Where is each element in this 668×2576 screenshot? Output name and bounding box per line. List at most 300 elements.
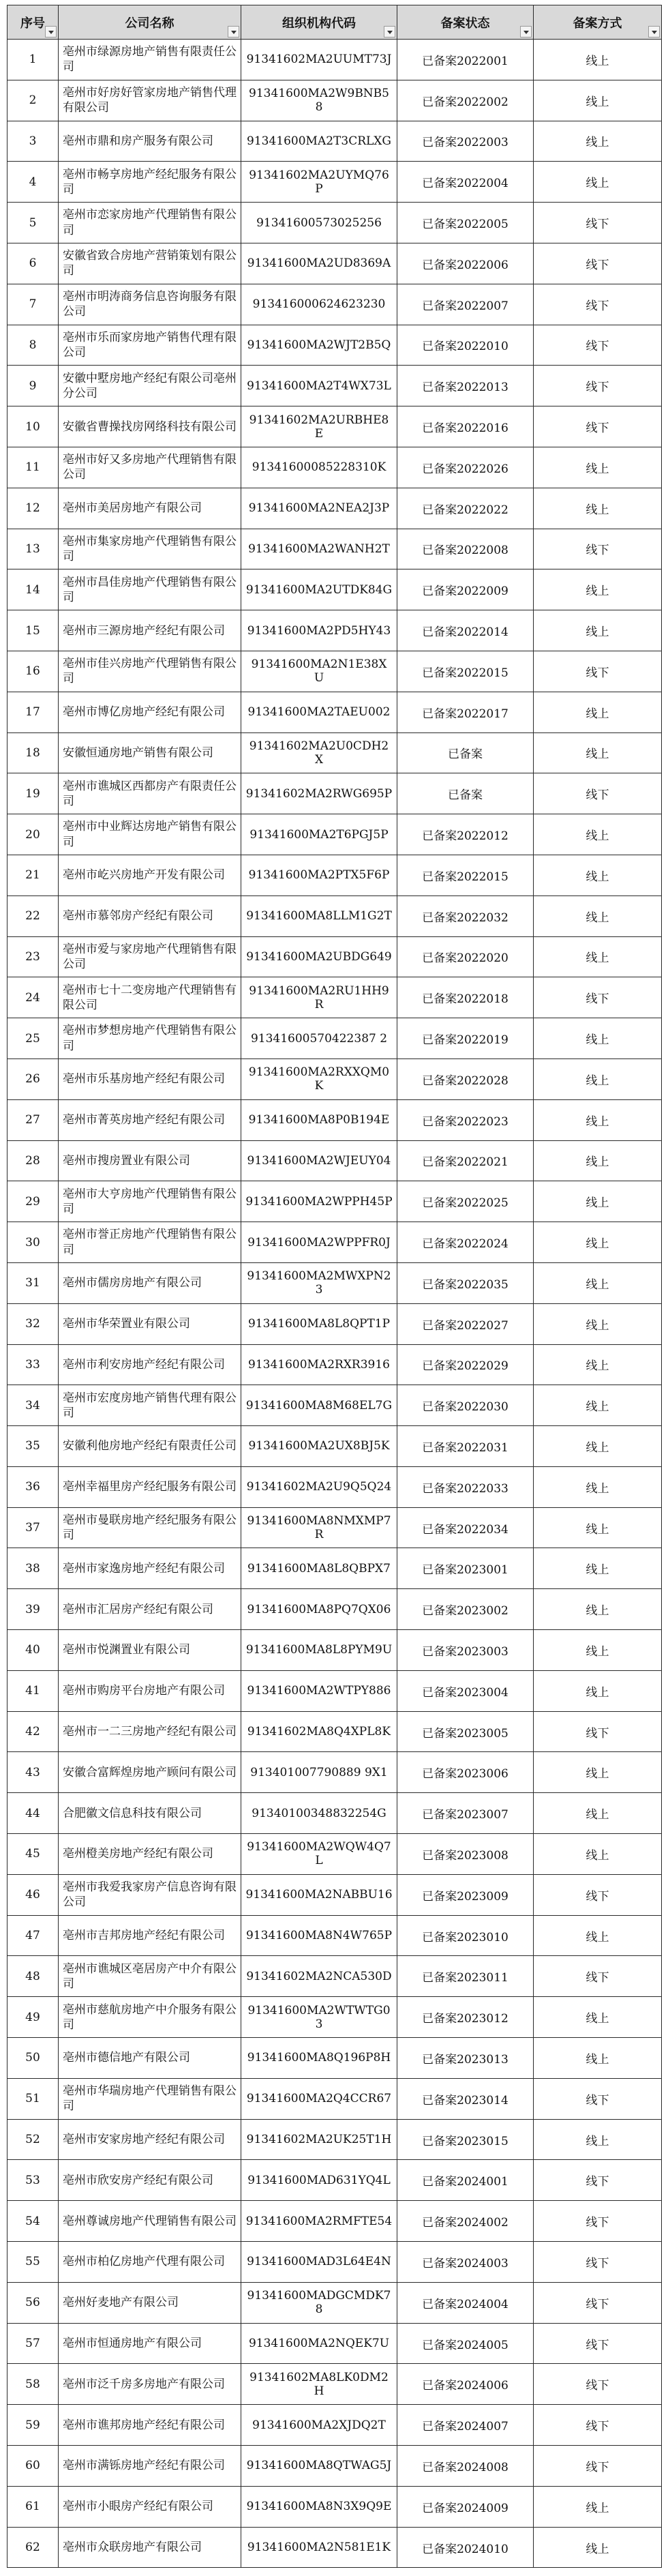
cell-status[interactable]: 已备案2022014 [397, 610, 534, 651]
cell-company-name[interactable]: 亳州市慈航房地产中介服务有限公司 [59, 1997, 241, 2038]
cell-index[interactable]: 62 [7, 2527, 59, 2568]
cell-method[interactable]: 线上 [534, 1630, 662, 1671]
cell-company-name[interactable]: 亳州市誉正房地产代理销售有限公司 [59, 1222, 241, 1263]
cell-company-name[interactable]: 亳州橙美房地产经纪有限公司 [59, 1834, 241, 1875]
cell-company-name[interactable]: 亳州市好又多房地产代理销售有限公司 [59, 447, 241, 488]
cell-method[interactable]: 线下 [534, 2242, 662, 2283]
cell-method[interactable]: 线上 [534, 488, 662, 529]
cell-status[interactable]: 已备案2024001 [397, 2160, 534, 2201]
cell-org-code[interactable]: 91341602MA8LK0DM2H [241, 2364, 397, 2405]
cell-company-name[interactable]: 亳州市慕邻房产经纪有限公司 [59, 895, 241, 936]
cell-status[interactable]: 已备案2022009 [397, 569, 534, 610]
cell-company-name[interactable]: 安徽利他房地产经纪有限责任公司 [59, 1426, 241, 1467]
cell-company-name[interactable]: 亳州市鼎和房产服务有限公司 [59, 121, 241, 162]
cell-status[interactable]: 已备案2022031 [397, 1426, 534, 1467]
cell-method[interactable]: 线上 [534, 1262, 662, 1303]
cell-org-code[interactable]: 91341600573025256 [241, 203, 397, 243]
cell-org-code[interactable]: 91341600MA2WQW4Q7L [241, 1834, 397, 1875]
cell-status[interactable]: 已备案2023012 [397, 1997, 534, 2038]
cell-method[interactable]: 线下 [534, 2201, 662, 2242]
cell-index[interactable]: 41 [7, 1670, 59, 1711]
cell-company-name[interactable]: 亳州市悦渊置业有限公司 [59, 1630, 241, 1671]
cell-index[interactable]: 22 [7, 895, 59, 936]
cell-index[interactable]: 10 [7, 406, 59, 447]
cell-method[interactable]: 线上 [534, 1997, 662, 2038]
cell-company-name[interactable]: 亳州幸福里房产经纪服务有限公司 [59, 1466, 241, 1507]
cell-index[interactable]: 9 [7, 366, 59, 406]
cell-company-name[interactable]: 亳州市我爱我家房产信息咨询有限公司 [59, 1874, 241, 1915]
cell-company-name[interactable]: 亳州市儒房房地产有限公司 [59, 1262, 241, 1303]
cell-org-code[interactable]: 91341600MA2PD5HY43 [241, 610, 397, 651]
cell-org-code[interactable]: 91341602MA8Q4XPL8K [241, 1711, 397, 1752]
cell-index[interactable]: 37 [7, 1507, 59, 1548]
cell-index[interactable]: 34 [7, 1385, 59, 1426]
cell-method[interactable]: 线上 [534, 2038, 662, 2079]
cell-method[interactable]: 线上 [534, 1834, 662, 1875]
cell-index[interactable]: 2 [7, 80, 59, 121]
cell-status[interactable]: 已备案2024005 [397, 2323, 534, 2364]
cell-method[interactable]: 线下 [534, 284, 662, 325]
cell-method[interactable]: 线上 [534, 1303, 662, 1344]
cell-index[interactable]: 12 [7, 488, 59, 529]
cell-company-name[interactable]: 亳州市恋家房地产代理销售有限公司 [59, 203, 241, 243]
cell-method[interactable]: 线上 [534, 1140, 662, 1181]
cell-index[interactable]: 27 [7, 1099, 59, 1140]
cell-org-code[interactable]: 91341600MA2NABBU16 [241, 1874, 397, 1915]
cell-org-code[interactable]: 913416000624623230 [241, 284, 397, 325]
cell-method[interactable]: 线上 [534, 1793, 662, 1834]
cell-company-name[interactable]: 亳州市大亨房地产代理销售有限公司 [59, 1181, 241, 1222]
cell-company-name[interactable]: 亳州市谯城区西都房产有限责任公司 [59, 773, 241, 814]
cell-company-name[interactable]: 亳州市德信地产有限公司 [59, 2038, 241, 2079]
cell-index[interactable]: 15 [7, 610, 59, 651]
cell-method[interactable]: 线上 [534, 1426, 662, 1467]
cell-index[interactable]: 19 [7, 773, 59, 814]
cell-status[interactable]: 已备案2022025 [397, 1181, 534, 1222]
cell-status[interactable]: 已备案2022015 [397, 651, 534, 692]
cell-company-name[interactable]: 亳州市小眼房产经纪有限公司 [59, 2486, 241, 2527]
cell-status[interactable]: 已备案2023007 [397, 1793, 534, 1834]
cell-index[interactable]: 4 [7, 162, 59, 203]
cell-method[interactable]: 线下 [534, 2364, 662, 2405]
cell-company-name[interactable]: 合肥徽文信息科技有限公司 [59, 1793, 241, 1834]
cell-index[interactable]: 56 [7, 2282, 59, 2323]
cell-index[interactable]: 43 [7, 1752, 59, 1793]
cell-method[interactable]: 线下 [534, 529, 662, 569]
cell-status[interactable]: 已备案2023001 [397, 1548, 534, 1589]
cell-status[interactable]: 已备案2022013 [397, 366, 534, 406]
cell-index[interactable]: 3 [7, 121, 59, 162]
cell-org-code[interactable]: 91341600MA8L8PYM9U [241, 1630, 397, 1671]
cell-org-code[interactable]: 91341600MA8Q196P8H [241, 2038, 397, 2079]
cell-status[interactable]: 已备案2023003 [397, 1630, 534, 1671]
filter-dropdown-icon[interactable] [228, 26, 239, 38]
cell-company-name[interactable]: 亳州市华瑞房地产代理销售有限公司 [59, 2078, 241, 2119]
cell-method[interactable]: 线上 [534, 447, 662, 488]
cell-method[interactable]: 线上 [534, 1222, 662, 1263]
cell-index[interactable]: 57 [7, 2323, 59, 2364]
cell-org-code[interactable]: 91341600MA2T3CRLXG [241, 121, 397, 162]
cell-company-name[interactable]: 亳州市博亿房地产经纪有限公司 [59, 692, 241, 732]
cell-org-code[interactable]: 91341602MA2URBHE8E [241, 406, 397, 447]
cell-company-name[interactable]: 亳州市安家房地产经纪有限公司 [59, 2119, 241, 2160]
cell-index[interactable]: 6 [7, 243, 59, 284]
cell-company-name[interactable]: 亳州市好房好管家房地产销售代理有限公司 [59, 80, 241, 121]
cell-index[interactable]: 24 [7, 977, 59, 1018]
cell-index[interactable]: 25 [7, 1018, 59, 1059]
filter-dropdown-icon[interactable] [648, 26, 660, 38]
cell-company-name[interactable]: 亳州市恒通房地产有限公司 [59, 2323, 241, 2364]
cell-index[interactable]: 39 [7, 1589, 59, 1630]
cell-org-code[interactable]: 91341600MA2W9BNB58 [241, 80, 397, 121]
cell-company-name[interactable]: 亳州市爱与家房地产代理销售有限公司 [59, 936, 241, 977]
cell-method[interactable]: 线上 [534, 2119, 662, 2160]
cell-org-code[interactable]: 91341600MADGCMDK78 [241, 2282, 397, 2323]
cell-company-name[interactable]: 亳州市梦想房地产代理销售有限公司 [59, 1018, 241, 1059]
cell-org-code[interactable]: 91341600MA2RXXQM0K [241, 1058, 397, 1099]
cell-method[interactable]: 线上 [534, 1752, 662, 1793]
cell-index[interactable]: 49 [7, 1997, 59, 2038]
cell-index[interactable]: 13 [7, 529, 59, 569]
cell-company-name[interactable]: 亳州市美居房地产有限公司 [59, 488, 241, 529]
cell-org-code[interactable]: 91341600MA2N1E38X U [241, 651, 397, 692]
cell-company-name[interactable]: 亳州市购房平台房地产有限公司 [59, 1670, 241, 1711]
cell-company-name[interactable]: 安徽恒通房地产销售有限公司 [59, 732, 241, 773]
cell-index[interactable]: 58 [7, 2364, 59, 2405]
cell-company-name[interactable]: 亳州市谯城区亳居房产中介有限公司 [59, 1956, 241, 1997]
cell-status[interactable]: 已备案2022012 [397, 814, 534, 855]
cell-org-code[interactable]: 91341600MA2UX8BJ5K [241, 1426, 397, 1467]
cell-status[interactable]: 已备案2022028 [397, 1058, 534, 1099]
cell-method[interactable]: 线下 [534, 366, 662, 406]
cell-index[interactable]: 36 [7, 1466, 59, 1507]
cell-index[interactable]: 35 [7, 1426, 59, 1467]
cell-company-name[interactable]: 亳州市家逸房地产经纪有限公司 [59, 1548, 241, 1589]
cell-status[interactable]: 已备案2022003 [397, 121, 534, 162]
cell-company-name[interactable]: 亳州市乐基房地产经纪有限公司 [59, 1058, 241, 1099]
cell-status[interactable]: 已备案2022021 [397, 1140, 534, 1181]
cell-org-code[interactable]: 91341600MAD631YQ4L [241, 2160, 397, 2201]
cell-status[interactable]: 已备案2022034 [397, 1507, 534, 1548]
cell-org-code[interactable]: 91341600MA2MWXPN23 [241, 1262, 397, 1303]
cell-index[interactable]: 16 [7, 651, 59, 692]
cell-method[interactable]: 线上 [534, 569, 662, 610]
cell-status[interactable]: 已备案2022001 [397, 40, 534, 80]
cell-org-code[interactable]: 91341600MA2T6PGJ5P [241, 814, 397, 855]
cell-org-code[interactable]: 91340100348832254G [241, 1793, 397, 1834]
cell-org-code[interactable]: 91341600MA8L8QPT1P [241, 1303, 397, 1344]
cell-index[interactable]: 11 [7, 447, 59, 488]
cell-org-code[interactable]: 91341602MA2UK25T1H [241, 2119, 397, 2160]
cell-index[interactable]: 53 [7, 2160, 59, 2201]
cell-status[interactable]: 已备案2022006 [397, 243, 534, 284]
cell-org-code[interactable]: 91341600MAD3L64E4N [241, 2242, 397, 2283]
cell-status[interactable]: 已备案2022008 [397, 529, 534, 569]
cell-company-name[interactable]: 亳州市柏亿房地产代理有限公司 [59, 2242, 241, 2283]
cell-org-code[interactable]: 91341600MA8PQ7QX06 [241, 1589, 397, 1630]
cell-org-code[interactable]: 91341600MA8LLM1G2T [241, 895, 397, 936]
cell-status[interactable]: 已备案2022030 [397, 1385, 534, 1426]
cell-method[interactable]: 线上 [534, 121, 662, 162]
cell-index[interactable]: 31 [7, 1262, 59, 1303]
cell-method[interactable]: 线下 [534, 2323, 662, 2364]
cell-org-code[interactable]: 91341600MA2N581E1K [241, 2527, 397, 2568]
cell-method[interactable]: 线上 [534, 1548, 662, 1589]
cell-company-name[interactable]: 亳州市乐而家房地产销售代理有限公司 [59, 325, 241, 366]
cell-org-code[interactable]: 91341600570422387 2 [241, 1018, 397, 1059]
filter-dropdown-icon[interactable] [45, 26, 57, 38]
cell-org-code[interactable]: 91341600MA2XJDQ2T [241, 2405, 397, 2446]
cell-index[interactable]: 42 [7, 1711, 59, 1752]
cell-company-name[interactable]: 亳州市利安房地产经纪有限公司 [59, 1344, 241, 1385]
cell-method[interactable]: 线下 [534, 2405, 662, 2446]
cell-status[interactable]: 已备案2023010 [397, 1915, 534, 1956]
cell-org-code[interactable]: 91341600MA2WTWTG03 [241, 1997, 397, 2038]
cell-status[interactable]: 已备案2023015 [397, 2119, 534, 2160]
cell-company-name[interactable]: 亳州市畅享房地产经纪服务有限公司 [59, 162, 241, 203]
cell-index[interactable]: 61 [7, 2486, 59, 2527]
cell-company-name[interactable]: 亳州市华荣置业有限公司 [59, 1303, 241, 1344]
cell-status[interactable]: 已备案2022026 [397, 447, 534, 488]
cell-company-name[interactable]: 安徽省致合房地产营销策划有限公司 [59, 243, 241, 284]
cell-index[interactable]: 26 [7, 1058, 59, 1099]
cell-org-code[interactable]: 91341600MA8N4W765P [241, 1915, 397, 1956]
cell-org-code[interactable]: 91341600MA2NQEK7U [241, 2323, 397, 2364]
cell-status[interactable]: 已备案2024003 [397, 2242, 534, 2283]
cell-method[interactable]: 线上 [534, 1099, 662, 1140]
cell-org-code[interactable]: 91341600MA2WTPY886 [241, 1670, 397, 1711]
cell-index[interactable]: 54 [7, 2201, 59, 2242]
cell-index[interactable]: 29 [7, 1181, 59, 1222]
cell-org-code[interactable]: 91341600MA8QTWAG5J [241, 2446, 397, 2487]
cell-index[interactable]: 38 [7, 1548, 59, 1589]
cell-company-name[interactable]: 亳州好麦地产有限公司 [59, 2282, 241, 2323]
cell-method[interactable]: 线下 [534, 243, 662, 284]
cell-org-code[interactable]: 91341600085228310K [241, 447, 397, 488]
cell-index[interactable]: 59 [7, 2405, 59, 2446]
cell-method[interactable]: 线上 [534, 692, 662, 732]
cell-status[interactable]: 已备案2022018 [397, 977, 534, 1018]
cell-index[interactable]: 1 [7, 40, 59, 80]
cell-status[interactable]: 已备案2022010 [397, 325, 534, 366]
cell-company-name[interactable]: 亳州市一二三房地产经纪有限公司 [59, 1711, 241, 1752]
cell-method[interactable]: 线上 [534, 1589, 662, 1630]
cell-status[interactable]: 已备案2024006 [397, 2364, 534, 2405]
cell-method[interactable]: 线上 [534, 162, 662, 203]
cell-org-code[interactable]: 91341602MA2U9Q5Q24 [241, 1466, 397, 1507]
cell-method[interactable]: 线下 [534, 1956, 662, 1997]
cell-method[interactable]: 线下 [534, 2160, 662, 2201]
cell-index[interactable]: 47 [7, 1915, 59, 1956]
filter-dropdown-icon[interactable] [384, 26, 395, 38]
cell-method[interactable]: 线上 [534, 936, 662, 977]
cell-status[interactable]: 已备案2023013 [397, 2038, 534, 2079]
cell-method[interactable]: 线上 [534, 1344, 662, 1385]
cell-org-code[interactable]: 91341600MA2RXR3916 [241, 1344, 397, 1385]
cell-method[interactable]: 线上 [534, 1670, 662, 1711]
cell-company-name[interactable]: 亳州市满铄房地产经纪有限公司 [59, 2446, 241, 2487]
cell-index[interactable]: 50 [7, 2038, 59, 2079]
cell-index[interactable]: 20 [7, 814, 59, 855]
cell-company-name[interactable]: 安徽合富辉煌房地产顾问有限公司 [59, 1752, 241, 1793]
cell-org-code[interactable]: 91341602MA2RWG695P [241, 773, 397, 814]
cell-company-name[interactable]: 亳州市谯邦房地产经纪有限公司 [59, 2405, 241, 2446]
cell-org-code[interactable]: 91341600MA2WJEUY04 [241, 1140, 397, 1181]
cell-company-name[interactable]: 亳州尊诚房地产代理销售有限公司 [59, 2201, 241, 2242]
cell-index[interactable]: 5 [7, 203, 59, 243]
cell-company-name[interactable]: 亳州市明涛商务信息咨询服务有限公司 [59, 284, 241, 325]
cell-company-name[interactable]: 安徽中墅房地产经纪有限公司亳州分公司 [59, 366, 241, 406]
cell-org-code[interactable]: 91341600MA2UBDG649 [241, 936, 397, 977]
cell-company-name[interactable]: 亳州市吉邦房地产经纪有限公司 [59, 1915, 241, 1956]
cell-org-code[interactable]: 913401007790889 9X1 [241, 1752, 397, 1793]
cell-method[interactable]: 线下 [534, 651, 662, 692]
cell-company-name[interactable]: 亳州市搜房置业有限公司 [59, 1140, 241, 1181]
cell-status[interactable]: 已备案2023014 [397, 2078, 534, 2119]
cell-method[interactable]: 线上 [534, 2486, 662, 2527]
cell-company-name[interactable]: 亳州市中业辉达房地产销售有限公司 [59, 814, 241, 855]
cell-index[interactable]: 33 [7, 1344, 59, 1385]
cell-org-code[interactable]: 91341600MA2RMFTE54 [241, 2201, 397, 2242]
cell-method[interactable]: 线下 [534, 773, 662, 814]
cell-method[interactable]: 线上 [534, 2527, 662, 2568]
cell-status[interactable]: 已备案2022035 [397, 1262, 534, 1303]
cell-index[interactable]: 30 [7, 1222, 59, 1263]
cell-method[interactable]: 线上 [534, 1507, 662, 1548]
cell-index[interactable]: 44 [7, 1793, 59, 1834]
cell-method[interactable]: 线上 [534, 895, 662, 936]
cell-status[interactable]: 已备案2023011 [397, 1956, 534, 1997]
cell-org-code[interactable]: 91341600MA8NMXMP7R [241, 1507, 397, 1548]
cell-status[interactable]: 已备案2022017 [397, 692, 534, 732]
cell-company-name[interactable]: 亳州市汇居房产经纪有限公司 [59, 1589, 241, 1630]
cell-method[interactable]: 线上 [534, 1385, 662, 1426]
cell-status[interactable]: 已备案2024002 [397, 2201, 534, 2242]
cell-status[interactable]: 已备案2023008 [397, 1834, 534, 1875]
cell-org-code[interactable]: 91341600MA2T4WX73L [241, 366, 397, 406]
cell-method[interactable]: 线下 [534, 2078, 662, 2119]
cell-status[interactable]: 已备案2022005 [397, 203, 534, 243]
cell-status[interactable]: 已备案2024010 [397, 2527, 534, 2568]
cell-company-name[interactable]: 亳州市泛千房多房地产有限公司 [59, 2364, 241, 2405]
cell-status[interactable]: 已备案2022004 [397, 162, 534, 203]
cell-org-code[interactable]: 91341602MA2UUMT73J [241, 40, 397, 80]
cell-status[interactable]: 已备案2024007 [397, 2405, 534, 2446]
cell-status[interactable]: 已备案2022029 [397, 1344, 534, 1385]
cell-method[interactable]: 线下 [534, 406, 662, 447]
cell-method[interactable]: 线下 [534, 203, 662, 243]
cell-index[interactable]: 40 [7, 1630, 59, 1671]
cell-status[interactable]: 已备案2024009 [397, 2486, 534, 2527]
cell-method[interactable]: 线上 [534, 732, 662, 773]
cell-org-code[interactable]: 91341600MA8N3X9Q9E [241, 2486, 397, 2527]
cell-org-code[interactable]: 91341600MA2UTDK84G [241, 569, 397, 610]
cell-status[interactable]: 已备案2023002 [397, 1589, 534, 1630]
cell-method[interactable]: 线下 [534, 1874, 662, 1915]
cell-company-name[interactable]: 亳州市绿源房地产销售有限责任公司 [59, 40, 241, 80]
cell-org-code[interactable]: 91341600MA2WPPH45P [241, 1181, 397, 1222]
cell-index[interactable]: 14 [7, 569, 59, 610]
cell-index[interactable]: 18 [7, 732, 59, 773]
cell-index[interactable]: 55 [7, 2242, 59, 2283]
cell-status[interactable]: 已备案2023004 [397, 1670, 534, 1711]
cell-company-name[interactable]: 亳州市集家房地产代理销售有限公司 [59, 529, 241, 569]
cell-org-code[interactable]: 91341600MA2TAEU002 [241, 692, 397, 732]
cell-status[interactable]: 已备案2022019 [397, 1018, 534, 1059]
cell-company-name[interactable]: 亳州市佳兴房地产代理销售有限公司 [59, 651, 241, 692]
cell-org-code[interactable]: 91341602MA2U0CDH2X [241, 732, 397, 773]
cell-index[interactable]: 51 [7, 2078, 59, 2119]
cell-index[interactable]: 46 [7, 1874, 59, 1915]
cell-method[interactable]: 线上 [534, 1915, 662, 1956]
cell-method[interactable]: 线上 [534, 1181, 662, 1222]
cell-method[interactable]: 线下 [534, 2282, 662, 2323]
cell-status[interactable]: 已备案2022002 [397, 80, 534, 121]
cell-status[interactable]: 已备案2022016 [397, 406, 534, 447]
cell-org-code[interactable]: 91341600MA2WJT2B5Q [241, 325, 397, 366]
cell-status[interactable]: 已备案2022032 [397, 895, 534, 936]
cell-index[interactable]: 17 [7, 692, 59, 732]
cell-company-name[interactable]: 亳州市菁英房地产经纪有限公司 [59, 1099, 241, 1140]
cell-method[interactable]: 线上 [534, 1466, 662, 1507]
cell-company-name[interactable]: 亳州市七十二变房地产代理销售有限公司 [59, 977, 241, 1018]
cell-status[interactable]: 已备案2024008 [397, 2446, 534, 2487]
cell-status[interactable]: 已备案2022024 [397, 1222, 534, 1263]
cell-company-name[interactable]: 亳州市三源房地产经纪有限公司 [59, 610, 241, 651]
cell-status[interactable]: 已备案2023009 [397, 1874, 534, 1915]
cell-org-code[interactable]: 91341600MA8P0B194E [241, 1099, 397, 1140]
cell-index[interactable]: 8 [7, 325, 59, 366]
cell-status[interactable]: 已备案2022022 [397, 488, 534, 529]
cell-method[interactable]: 线上 [534, 855, 662, 895]
cell-company-name[interactable]: 亳州市众联房地产有限公司 [59, 2527, 241, 2568]
cell-org-code[interactable]: 91341602MA2NCA530D [241, 1956, 397, 1997]
cell-index[interactable]: 32 [7, 1303, 59, 1344]
cell-method[interactable]: 线上 [534, 40, 662, 80]
cell-org-code[interactable]: 91341600MA2WPPFR0J [241, 1222, 397, 1263]
cell-index[interactable]: 21 [7, 855, 59, 895]
cell-index[interactable]: 52 [7, 2119, 59, 2160]
cell-method[interactable]: 线上 [534, 1058, 662, 1099]
cell-company-name[interactable]: 亳州市欣安房产经纪有限公司 [59, 2160, 241, 2201]
cell-org-code[interactable]: 91341600MA2RU1HH9R [241, 977, 397, 1018]
cell-status[interactable]: 已备案 [397, 773, 534, 814]
cell-status[interactable]: 已备案2022027 [397, 1303, 534, 1344]
cell-index[interactable]: 28 [7, 1140, 59, 1181]
cell-status[interactable]: 已备案2022023 [397, 1099, 534, 1140]
cell-status[interactable]: 已备案2022015 [397, 855, 534, 895]
cell-method[interactable]: 线上 [534, 814, 662, 855]
cell-company-name[interactable]: 亳州市曼联房地产经纪服务有限公司 [59, 1507, 241, 1548]
cell-company-name[interactable]: 亳州市屹兴房地产开发有限公司 [59, 855, 241, 895]
cell-status[interactable]: 已备案 [397, 732, 534, 773]
cell-org-code[interactable]: 91341600MA2Q4CCR67 [241, 2078, 397, 2119]
cell-org-code[interactable]: 91341600MA8M68EL7G [241, 1385, 397, 1426]
cell-org-code[interactable]: 91341600MA8L8QBPX7 [241, 1548, 397, 1589]
cell-status[interactable]: 已备案2023006 [397, 1752, 534, 1793]
cell-org-code[interactable]: 91341600MA2UD8369A [241, 243, 397, 284]
cell-method[interactable]: 线下 [534, 325, 662, 366]
cell-method[interactable]: 线上 [534, 80, 662, 121]
cell-status[interactable]: 已备案2022033 [397, 1466, 534, 1507]
cell-index[interactable]: 60 [7, 2446, 59, 2487]
cell-method[interactable]: 线上 [534, 1018, 662, 1059]
cell-method[interactable]: 线上 [534, 610, 662, 651]
cell-org-code[interactable]: 91341600MA2WANH2T [241, 529, 397, 569]
cell-index[interactable]: 45 [7, 1834, 59, 1875]
cell-method[interactable]: 线下 [534, 977, 662, 1018]
filter-dropdown-icon[interactable] [520, 26, 532, 38]
